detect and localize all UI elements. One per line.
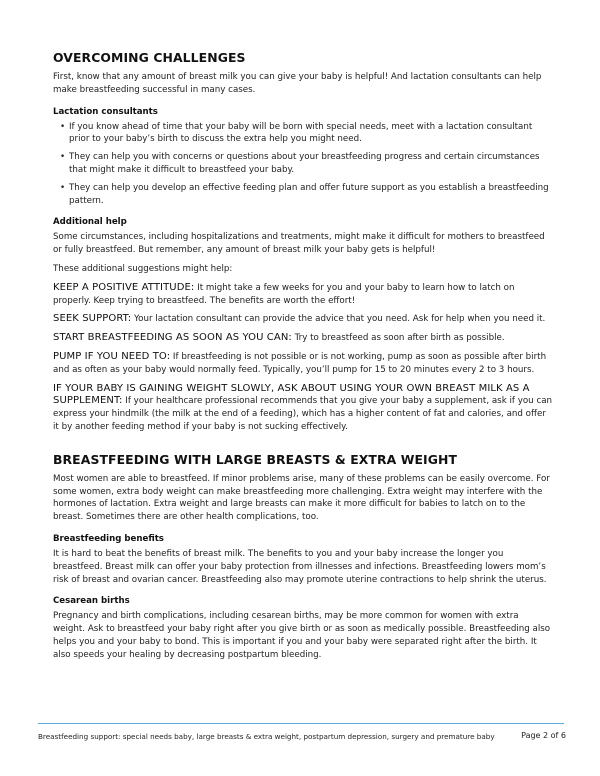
tip-supplement: [53, 383, 553, 434]
heading-lactation-consultants: Lactation consultants: [53, 106, 158, 117]
cesarean-paragraph: Pregnancy and birth complications, including cesarean births, may be more common for women with extra weight. Ask to breastfeed your baby right after you give birth or as soon as medically possible. Breastfeeding also helps you and your baby to bond. This is important if you and your baby were separated right after the birth. It also speeds your healing by decreasing postpartum bleeding.: [53, 611, 551, 660]
tip-lead: PUMP IF YOU NEED TO:: [53, 350, 171, 362]
tip-text: If breastfeeding is not possible or is not working, pump as soon as possible after birth and as often as your baby would normally feed. Typically, you’ll pump for 15 to 20 minutes every 2 to 3 hours.: [53, 351, 547, 375]
tip-lead: IF YOUR BABY IS GAINING WEIGHT SLOWLY, ASK ABOUT USING YOUR OWN BREAST MILK AS A SUPPLEMENT:: [53, 382, 530, 407]
section-title-overcoming-challenges: OVERCOMING CHALLENGES: [53, 50, 246, 65]
footer-divider: [38, 723, 564, 724]
footer-page-number: Page 2 of 6: [521, 731, 566, 740]
heading-breastfeeding-benefits: Breastfeeding benefits: [53, 533, 164, 544]
additional-help-paragraph: Some circumstances, including hospitalizations and treatments, might make it difficult for mothers to breastfeed or fully breastfeed. But remember, any amount of breast milk your baby gets is helpful!: [53, 232, 545, 256]
tip-text: If your healthcare professional recommends that you give your baby a supplement, ask if you can express your hindmilk (the milk at the end of a feeding), which has a higher content of fat and calories, and offer it by another feeding method if your baby is not sucking effectively.: [53, 396, 553, 432]
tip-text: It might take a few weeks for you and your baby to learn how to latch on properly. Keep trying to breastfeed. The benefits are worth the effort!: [53, 282, 515, 306]
list-item: • They can help you with concerns or questions about your breastfeeding progress and certain circumstances that might make it difficult to breastfeed your baby.: [69, 151, 553, 177]
section2-intro-paragraph: Most women are able to breastfeed. If minor problems arise, many of these problems can be easily overcome. For some women, extra body weight can make breastfeeding more challenging. Extra weight may interfere with the hormones of lactation. Extra weight and large breasts can make it more difficult for babies to latch on to the breast. Sometimes there are other health complications, too.: [53, 473, 550, 523]
list-item: • If you know ahead of time that your baby will be born with special needs, meet with a lactation consultant prior to your baby’s birth to discuss the extra help you might need.: [69, 121, 553, 147]
tip-text: Your lactation consultant can provide the advice that you need. Ask for help when you need it.: [131, 314, 546, 325]
tip-lead: KEEP A POSITIVE ATTITUDE:: [53, 281, 195, 293]
tip-lead: SEEK SUPPORT:: [53, 313, 132, 325]
intro-paragraph: First, know that any amount of breast milk you can give your baby is helpful! And lactation consultants can help make breastfeeding successful in many cases.: [53, 72, 542, 95]
heading-cesarean-births: Cesarean births: [53, 596, 130, 607]
tip-start-early: [53, 332, 553, 345]
footer-document-title: Breastfeeding support: special needs baby, large breasts & extra weight, postpartum depression, surgery and premature baby: [38, 732, 495, 741]
page-content: [53, 50, 553, 668]
tip-pump: [53, 351, 553, 377]
suggestions-intro: These additional suggestions might help:: [53, 263, 233, 274]
lactation-bullet-list: [53, 121, 553, 208]
tip-text: Try to breastfeed as soon after birth as possible.: [291, 333, 505, 344]
tip-lead: START BREASTFEEDING AS SOON AS YOU CAN:: [53, 332, 292, 344]
list-item: • They can help you develop an effective feeding plan and offer future support as you establish a breastfeeding pattern.: [69, 182, 553, 208]
tip-positive-attitude: [53, 282, 553, 308]
section-title-large-breasts: BREASTFEEDING WITH LARGE BREASTS & EXTRA WEIGHT: [53, 451, 458, 467]
heading-additional-help: Additional help: [53, 217, 127, 228]
benefits-paragraph: It is hard to beat the benefits of breast milk. The benefits to you and your baby increase the longer you breastfeed. Breast milk can offer your baby protection from illnesses and infections. Breastfeeding lowers mom’s risk of breast and ovarian cancer. Breastfeeding also may promote uterine contractions to help shrink the uterus.: [53, 548, 547, 585]
tip-seek-support: [53, 313, 553, 326]
